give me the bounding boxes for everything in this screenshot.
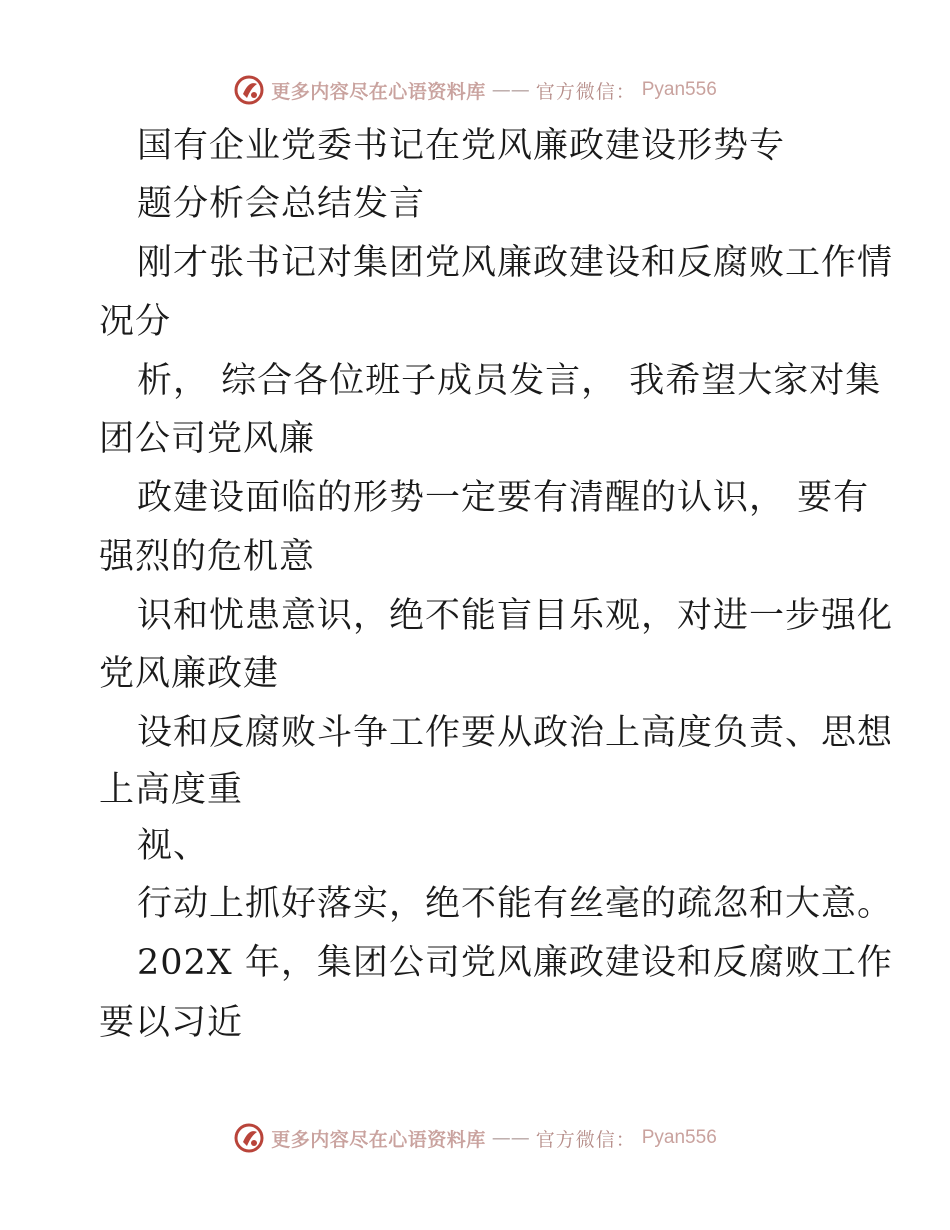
document-title-line-1: 国有企业党委书记在党风廉政建设形势专 [137, 126, 786, 166]
banner-dash: —— [491, 1127, 530, 1149]
body-line: 上高度重 [99, 770, 244, 810]
body-line: 202X 年，集团公司党风廉政建设和反腐败工作 [137, 943, 893, 983]
brand-text: 更多内容尽在心语资料库 [271, 80, 486, 103]
wechat-label: 官方微信： [535, 80, 636, 103]
footer-watermark-banner [0, 1122, 950, 1154]
body-line: 要以习近 [99, 1003, 244, 1043]
body-line: 况分 [99, 302, 172, 342]
body-line: 强烈的危机意 [99, 537, 316, 577]
wechat-id: Pyan556 [641, 1127, 717, 1148]
body-line: 团公司党风廉 [99, 419, 316, 459]
body-line: 政建设面临的形势一定要有清醒的认识， 要有 [137, 478, 870, 518]
body-line: 刚才张书记对集团党风廉政建设和反腐败工作情 [137, 243, 894, 283]
body-line: 党风廉政建 [99, 654, 280, 694]
seal-logo-icon [233, 1122, 265, 1154]
body-line: 行动上抓好落实，绝不能有丝毫的疏忽和大意。 [137, 884, 894, 924]
body-line: 析， 综合各位班子成员发言， 我希望大家对集 [137, 361, 882, 401]
body-line: 视、 [137, 826, 210, 866]
banner-dash: —— [491, 79, 530, 101]
wechat-id: Pyan556 [641, 79, 717, 100]
wechat-label: 官方微信： [535, 1128, 636, 1151]
body-line: 识和忧患意识，绝不能盲目乐观，对进一步强化 [137, 596, 894, 636]
brand-text: 更多内容尽在心语资料库 [271, 1128, 486, 1151]
body-line: 设和反腐败斗争工作要从政治上高度负责、思想 [137, 713, 894, 753]
seal-logo-icon [233, 74, 265, 106]
document-title-line-2: 题分析会总结发言 [137, 184, 426, 224]
header-watermark-banner [0, 74, 950, 106]
